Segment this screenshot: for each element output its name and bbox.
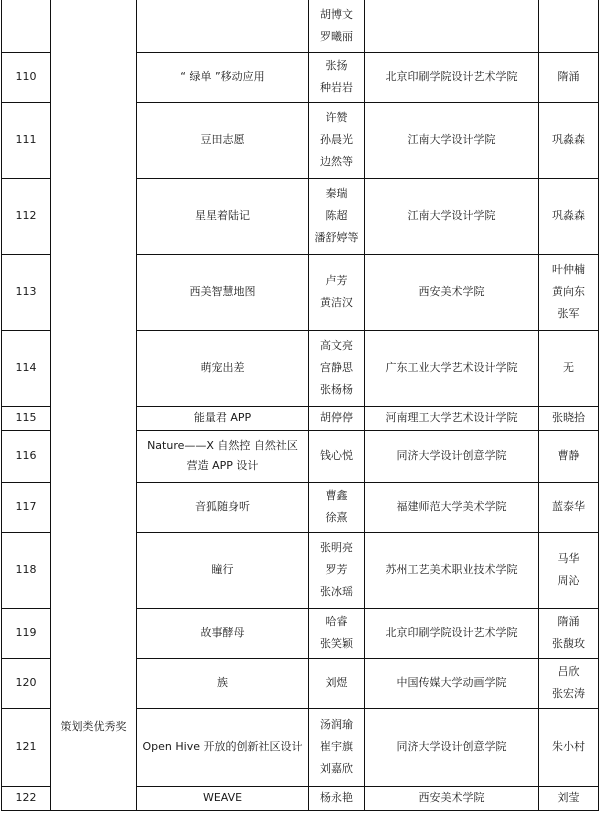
- names-cell: 许赞 孙晨光 边然等: [309, 102, 365, 178]
- title-cell: 能量君 APP: [137, 406, 309, 430]
- school-cell: 江南大学设计学院: [365, 102, 539, 178]
- teacher-cell: [539, 0, 599, 52]
- school-cell: 河南理工大学艺术设计学院: [365, 406, 539, 430]
- teacher-cell: 刘莹: [539, 786, 599, 810]
- names-cell: 胡博文 罗曦丽: [309, 0, 365, 52]
- names-cell: 张扬 种岩岩: [309, 52, 365, 102]
- title-cell: “ 绿单 ”移动应用: [137, 52, 309, 102]
- title-cell: 瞳行: [137, 532, 309, 608]
- category-cell: [51, 0, 137, 810]
- teacher-cell: 朱小村: [539, 708, 599, 786]
- id-cell: 117: [2, 482, 51, 532]
- names-cell: 钱心悦: [309, 430, 365, 482]
- names-cell: 汤润瑜 崔宇旗 刘嘉欣: [309, 708, 365, 786]
- id-cell: 111: [2, 102, 51, 178]
- school-cell: 西安美术学院: [365, 786, 539, 810]
- id-cell: 114: [2, 330, 51, 406]
- school-cell: 广东工业大学艺术设计学院: [365, 330, 539, 406]
- teacher-cell: 巩淼森: [539, 178, 599, 254]
- names-cell: 杨永艳: [309, 786, 365, 810]
- title-cell: 族: [137, 658, 309, 708]
- title-cell: Nature——X 自然控 自然社区营造 APP 设计: [137, 430, 309, 482]
- title-cell: 音狐随身听: [137, 482, 309, 532]
- teacher-cell: 隋涌: [539, 52, 599, 102]
- school-cell: 同济大学设计创意学院: [365, 708, 539, 786]
- school-cell: 西安美术学院: [365, 254, 539, 330]
- id-cell: 122: [2, 786, 51, 810]
- teacher-cell: 张晓拾: [539, 406, 599, 430]
- school-cell: [365, 0, 539, 52]
- id-cell: 120: [2, 658, 51, 708]
- school-cell: 同济大学设计创意学院: [365, 430, 539, 482]
- school-cell: 苏州工艺美术职业技术学院: [365, 532, 539, 608]
- names-cell: 高文亮 宫静思 张杨杨: [309, 330, 365, 406]
- title-cell: WEAVE: [137, 786, 309, 810]
- school-cell: 北京印刷学院设计艺术学院: [365, 608, 539, 658]
- title-cell: 故事酵母: [137, 608, 309, 658]
- id-cell: [2, 0, 51, 52]
- school-cell: 江南大学设计学院: [365, 178, 539, 254]
- id-cell: 112: [2, 178, 51, 254]
- id-cell: 113: [2, 254, 51, 330]
- title-cell: 萌宠出差: [137, 330, 309, 406]
- id-cell: 118: [2, 532, 51, 608]
- table-row: [2, 0, 599, 52]
- names-cell: 张明亮 罗芳 张冰瑶: [309, 532, 365, 608]
- title-cell: 西美智慧地图: [137, 254, 309, 330]
- title-cell: Open Hive 开放的创新社区设计: [137, 708, 309, 786]
- school-cell: 北京印刷学院设计艺术学院: [365, 52, 539, 102]
- names-cell: 哈睿 张笑颖: [309, 608, 365, 658]
- teacher-cell: 巩淼森: [539, 102, 599, 178]
- names-cell: 卢芳 黄洁汉: [309, 254, 365, 330]
- teacher-cell: 隋涌 张馥玫: [539, 608, 599, 658]
- id-cell: 121: [2, 708, 51, 786]
- names-cell: 曹鑫 徐熹: [309, 482, 365, 532]
- teacher-cell: 蓝泰华: [539, 482, 599, 532]
- teacher-cell: 马华 周沁: [539, 532, 599, 608]
- title-cell: 豆田志愿: [137, 102, 309, 178]
- title-cell: 星星着陆记: [137, 178, 309, 254]
- teacher-cell: 曹静: [539, 430, 599, 482]
- teacher-cell: 吕欣 张宏涛: [539, 658, 599, 708]
- id-cell: 116: [2, 430, 51, 482]
- category-label: 策划类优秀奖: [60, 720, 127, 733]
- id-cell: 110: [2, 52, 51, 102]
- school-cell: 中国传媒大学动画学院: [365, 658, 539, 708]
- title-cell: [137, 0, 309, 52]
- names-cell: 刘煜: [309, 658, 365, 708]
- id-cell: 119: [2, 608, 51, 658]
- names-cell: 秦瑞 陈超 潘舒婷等: [309, 178, 365, 254]
- names-cell: 胡停停: [309, 406, 365, 430]
- school-cell: 福建师范大学美术学院: [365, 482, 539, 532]
- id-cell: 115: [2, 406, 51, 430]
- teacher-cell: 无: [539, 330, 599, 406]
- teacher-cell: 叶仲楠 黄向东 张军: [539, 254, 599, 330]
- awards-table: [1, 0, 599, 811]
